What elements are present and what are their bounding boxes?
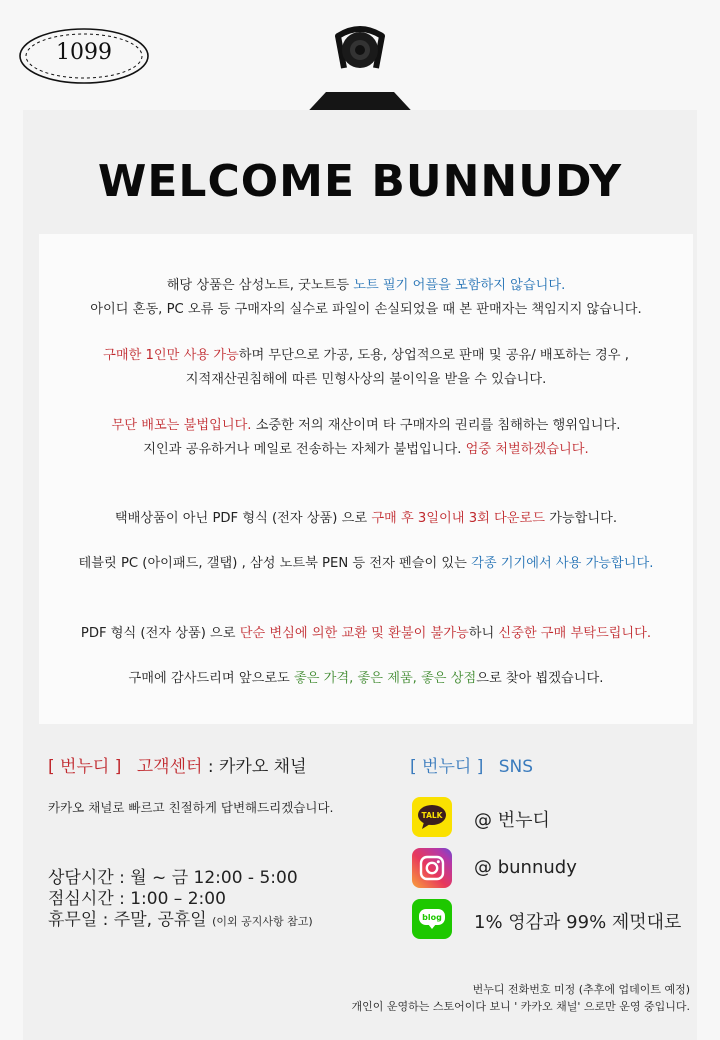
lunch-hours: 점심시간 : 1:00 – 2:00	[48, 889, 226, 909]
notice-line-5	[39, 414, 693, 433]
notice-panel	[39, 234, 693, 724]
order-number-stamp	[18, 26, 150, 86]
notice-text: 해당 상품은 삼성노트, 굿노트등	[166, 278, 354, 293]
kakao-icon-text: TALK	[421, 811, 443, 820]
holidays-note: (이외 공지사항 참고)	[212, 915, 313, 928]
brand-label: [ 번누디 ]	[48, 757, 122, 777]
notice-line-7	[39, 507, 693, 526]
binder-clip-icon	[298, 20, 422, 124]
notice-text: 테블릿 PC (아이패드, 갤탭) , 삼성 노트북 PEN 등 전자 펜슬이 있는	[78, 556, 472, 571]
notice-text: 지인과 공유하거나 메일로 전송하는 자체가 불법입니다.	[143, 442, 466, 457]
notice-text: 하며 무단으로 가공, 도용, 상업적으로 판매 및 공유/ 배포하는 경우 ,	[238, 348, 629, 363]
notice-line-4	[39, 368, 693, 387]
notice-text: 가능합니다.	[545, 511, 618, 526]
notice-highlight: 각종 기기에서 사용 가능합니다.	[471, 556, 654, 571]
notice-text: 소중한 저의 재산이며 타 구매자의 권리를 침해하는 행위입니다.	[251, 418, 621, 433]
footer-operation-note: 개인이 운영하는 스토어이다 보니 ' 카카오 채널' 으로만 운영 중입니다.	[351, 1000, 690, 1013]
blog-icon-text: blog	[422, 913, 442, 922]
notice-text: 으로 찾아 뵙겠습니다.	[476, 671, 604, 686]
customer-center-heading	[48, 752, 307, 777]
notice-highlight: 좋은 가격, 좋은 제품, 좋은 상점	[294, 671, 477, 686]
notice-line-8	[39, 552, 693, 571]
consult-hours: 상담시간 : 월 ~ 금 12:00 - 5:00	[48, 868, 298, 888]
business-hours	[48, 868, 313, 932]
notice-highlight: 무단 배포는 불법입니다.	[111, 418, 252, 433]
notice-highlight: 신중한 구매 부탁드립니다.	[498, 626, 652, 641]
notice-line-10	[39, 667, 693, 686]
sns-item-kakao[interactable]	[412, 797, 692, 839]
notice-text: 구매에 감사드리며 앞으로도	[128, 671, 294, 686]
instagram-icon[interactable]	[412, 848, 452, 888]
notice-highlight: 단순 변심에 의한 교환 및 환불이 불가능	[239, 626, 469, 641]
notice-text: 지적재산권침해에 따른 민형사상의 불이익을 받을 수 있습니다.	[185, 372, 547, 387]
notice-highlight: 구매 후 3일이내 3회 다운로드	[371, 511, 545, 526]
channel-label: : 카카오 채널	[202, 757, 307, 777]
naver-blog-icon[interactable]	[412, 899, 452, 939]
notice-text: 택배상품이 아닌 PDF 형식 (전자 상품) 으로	[114, 511, 372, 526]
holidays-text: 휴무일 : 주말, 공휴일	[48, 910, 213, 930]
holidays	[48, 910, 313, 932]
notice-text: 아이디 혼동, PC 오류 등 구매자의 실수로 파일이 손실되었을 때 본 판매자는 책임지지 않습니다.	[90, 302, 642, 317]
notice-highlight: 구매한 1인만 사용 가능	[103, 348, 239, 363]
sns-handle: @ 번누디	[474, 810, 550, 831]
sns-heading	[410, 752, 533, 777]
customer-center-label: 고객센터	[136, 757, 203, 777]
notice-line-2	[39, 298, 693, 317]
sns-item-blog[interactable]	[412, 899, 692, 941]
notice-line-6	[39, 438, 693, 457]
notice-line-3	[39, 344, 693, 363]
stamp-number: 1099	[56, 40, 112, 65]
notice-line-1	[39, 274, 693, 293]
sns-label: SNS	[498, 757, 534, 777]
sns-handle: 1% 영감과 99% 제멋대로	[474, 912, 682, 933]
notice-text: PDF 형식 (전자 상품) 으로	[80, 626, 240, 641]
brand-label: [ 번누디 ]	[410, 757, 484, 777]
notice-line-9	[39, 622, 693, 641]
footer-phone-note: 번누디 전화번호 미정 (추후에 업데이트 예정)	[472, 983, 690, 996]
customer-center-description: 카카오 채널로 빠르고 친절하게 답변해드리겠습니다.	[48, 800, 334, 815]
notice-text: 하니	[468, 626, 499, 641]
notice-highlight: 노트 필기 어플을 포함하지 않습니다.	[353, 278, 566, 293]
page-title: WELCOME BUNNUDY	[97, 156, 623, 207]
sns-handle: @ bunnudy	[474, 857, 577, 878]
kakao-talk-icon[interactable]	[412, 797, 452, 837]
sns-item-instagram[interactable]	[412, 848, 692, 890]
notice-highlight: 엄중 처벌하겠습니다.	[465, 442, 589, 457]
